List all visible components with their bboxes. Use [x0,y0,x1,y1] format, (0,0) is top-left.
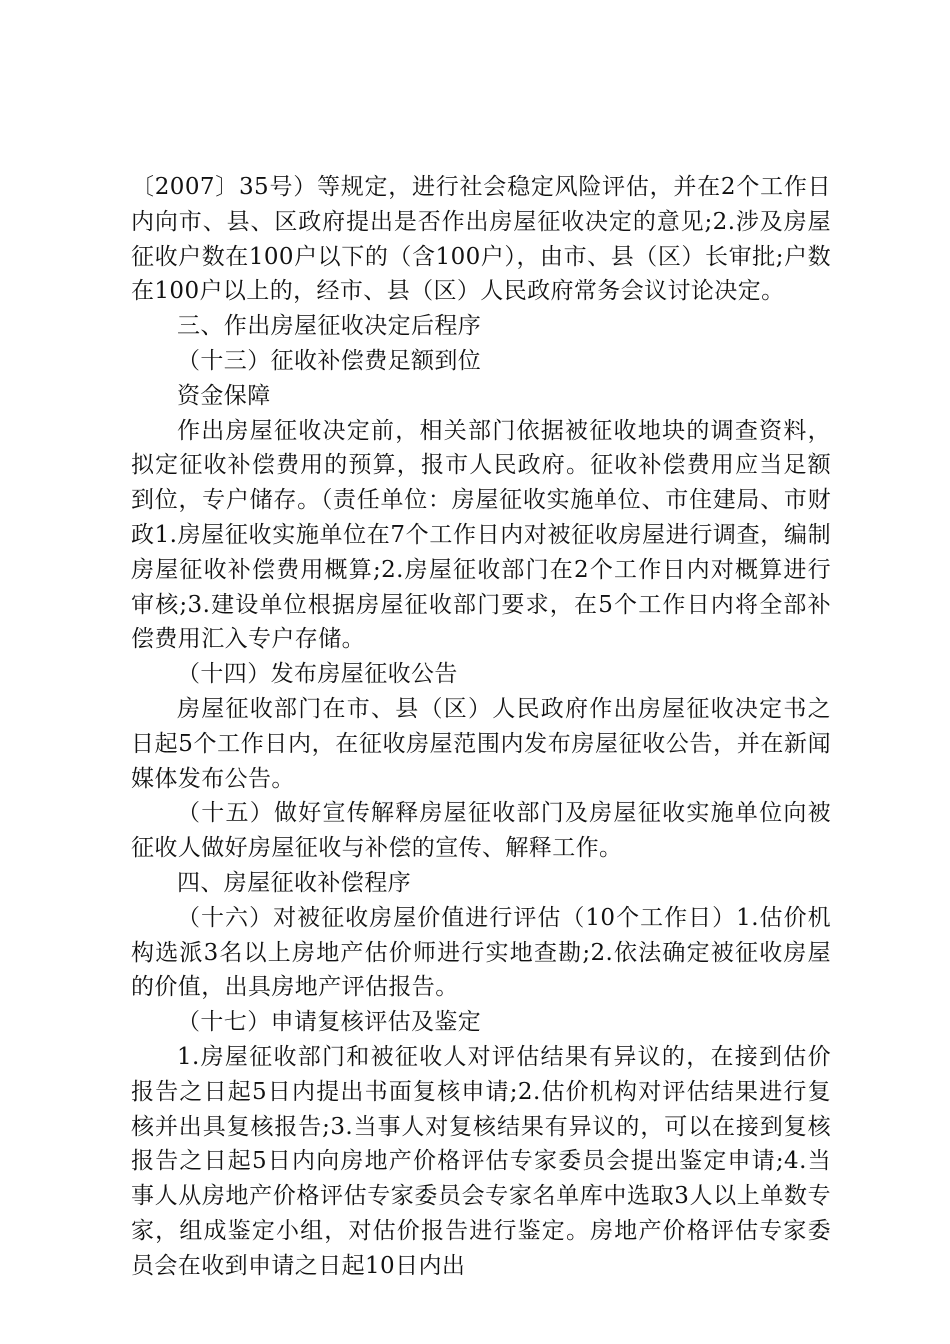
section-heading-4: 四、房屋征收补偿程序 [177,869,411,896]
subsection-heading-13: （十三）征收补偿费足额到位 [177,347,482,374]
paragraph-continuation: 〔2007〕35号）等规定，进行社会稳定风险评估，并在2个工作日内向市、县、区政府提出是否作出房屋征收决定的意见;2.涉及房屋征收户数在100户以下的（含100户），由市、县（区）长审批;户数在100户以上的，经市、县（区）人民政府常务会议讨论决定。 [131,174,831,305]
paragraph-publicity: （十五）做好宣传解释房屋征收部门及房屋征收实施单位向被征收人做好房屋征收与补偿的宣传、解释工作。 [131,800,831,862]
subsection-heading-funding: 资金保障 [177,382,271,409]
paragraph-funding: 作出房屋征收决定前，相关部门依据被征收地块的调查资料，拟定征收补偿费用的预算，报市人民政府。征收补偿费用应当足额到位，专户储存。（责任单位：房屋征收实施单位、市住建局、市财政1.房屋征收实施单位在7个工作日内对被征收房屋进行调查，编制房屋征收补偿费用概算;2.房屋征收部门在2个工作日内对概算进行审核;3.建设单位根据房屋征收部门要求，在5个工作日内将全部补偿费用汇入专户存储。 [131,417,831,653]
subsection-heading-14: （十四）发布房屋征收公告 [177,661,458,688]
paragraph-announcement: 房屋征收部门在市、县（区）人民政府作出房屋征收决定书之日起5个工作日内，在征收房屋范围内发布房屋征收公告，并在新闻媒体发布公告。 [131,695,831,792]
paragraph-review: 1.房屋征收部门和被征收人对评估结果有异议的，在接到估价报告之日起5日内提出书面复核申请;2.估价机构对评估结果进行复核并出具复核报告;3.当事人对复核结果有异议的，可以在接到复核报告之日起5日内向房地产价格评估专家委员会提出鉴定申请;4.当事人从房地产价格评估专家委员会专家名单库中选取3人以上单数专家，组成鉴定小组，对估价报告进行鉴定。房地产价格评估专家委员会在收到申请之日起10日内出 [131,1043,831,1279]
subsection-heading-17: （十七）申请复核评估及鉴定 [177,1009,482,1036]
document-body [131,170,831,1284]
section-heading-3: 三、作出房屋征收决定后程序 [177,313,482,340]
paragraph-valuation: （十六）对被征收房屋价值进行评估（10个工作日）1.估价机构选派3名以上房地产估价师进行实地查勘;2.依法确定被征收房屋的价值，出具房地产评估报告。 [131,904,831,1001]
